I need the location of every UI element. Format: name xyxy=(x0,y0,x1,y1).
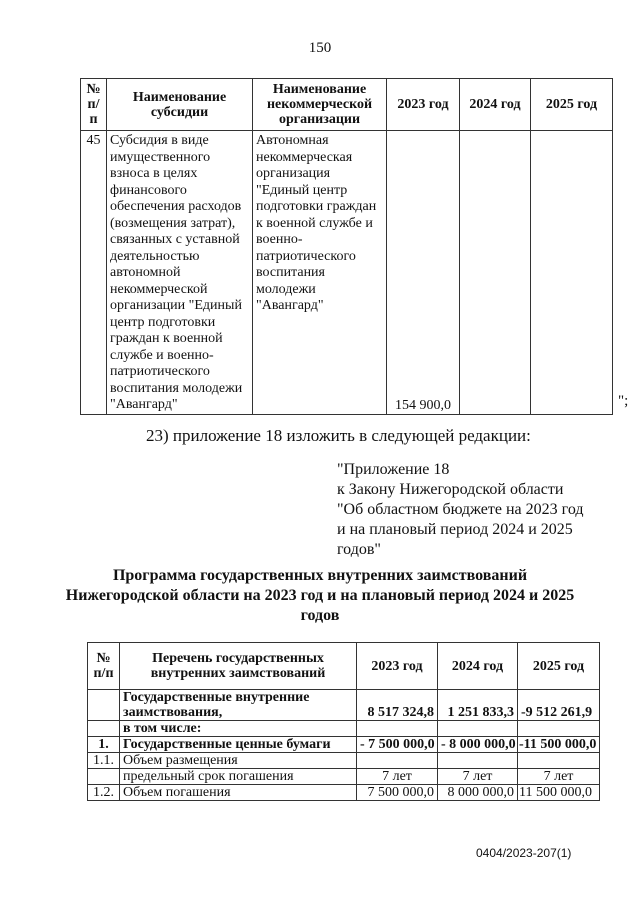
header-2025: 2025 год xyxy=(531,79,613,131)
instruction-text: 23) приложение 18 изложить в следующей редакции: xyxy=(146,426,531,445)
table-row xyxy=(88,690,600,721)
row-num xyxy=(88,769,120,785)
row-name: Объем погашения xyxy=(120,785,357,801)
row-subsidy: Субсидия в виде имущественного взноса в целях финансового обеспечения расходов (возмещения затрат), связанных с уставной деятельностью автономной некоммерческой организации "Единый центр подготовки граждан к военной службе и военно- патриотического воспитания молодежи "Авангард" xyxy=(107,131,253,415)
footer-code: 0404/2023-207(1) xyxy=(476,846,572,860)
row-name: Объем размещения xyxy=(120,753,357,769)
header-2025: 2025 год xyxy=(518,643,600,690)
table-row xyxy=(88,769,600,785)
row-name: Государственные ценные бумаги xyxy=(120,737,357,753)
borrowings-table xyxy=(87,642,600,801)
row-2023: 154 900,0 xyxy=(387,131,460,415)
header-2023: 2023 год xyxy=(387,79,460,131)
row-2024 xyxy=(460,131,531,415)
row-2024 xyxy=(438,753,518,769)
row-2023 xyxy=(357,753,438,769)
header-name: Перечень государственных внутренних заимствований xyxy=(120,643,357,690)
row-2024: 1 251 833,3 xyxy=(438,690,518,721)
row-2024: 7 лет xyxy=(438,769,518,785)
row-2024: 8 000 000,0 xyxy=(438,785,518,801)
row-2025: 7 лет xyxy=(518,769,600,785)
row-2025: -11 500 000,0 xyxy=(518,737,600,753)
header-2024: 2024 год xyxy=(438,643,518,690)
row-name: в том числе: xyxy=(120,721,357,737)
row-2025: 11 500 000,0 xyxy=(518,785,600,801)
page-number: 150 xyxy=(308,40,332,56)
table-header-row xyxy=(88,643,600,690)
subsidy-table xyxy=(80,78,613,415)
row-num xyxy=(88,721,120,737)
appendix-reference: "Приложение 18 к Закону Нижегородской области "Об областном бюджете на 2023 год и на плановый период 2024 и 2025 годов" xyxy=(337,461,584,558)
row-2025 xyxy=(531,131,613,415)
row-2025 xyxy=(518,721,600,737)
row-name: предельный срок погашения xyxy=(120,769,357,785)
table-row xyxy=(88,737,600,753)
header-num: № п/п xyxy=(88,643,120,690)
row-organization: Автономная некоммерческая организация "Единый центр подготовки граждан к военной службе и военно- патриотического воспитания молодежи "Авангард" xyxy=(253,131,387,415)
row-2023: 7 500 000,0 xyxy=(357,785,438,801)
row-num xyxy=(88,690,120,721)
header-subsidy: Наименование субсидии xyxy=(107,79,253,131)
table-header-row xyxy=(81,79,613,131)
row-2024: - 8 000 000,0 xyxy=(438,737,518,753)
header-num: № п/п xyxy=(81,79,107,131)
table-row xyxy=(88,753,600,769)
program-title: Программа государственных внутренних заимствований Нижегородской области на 2023 год и на плановый период 2024 и 2025 годов xyxy=(65,567,575,624)
row-num: 1.2. xyxy=(88,785,120,801)
table-row xyxy=(88,721,600,737)
table-row xyxy=(81,131,613,415)
row-name: Государственные внутренние заимствования, xyxy=(120,690,357,721)
row-2025 xyxy=(518,753,600,769)
table-row xyxy=(88,785,600,801)
header-organization: Наименование некоммерческой организации xyxy=(253,79,387,131)
row-2023: 7 лет xyxy=(357,769,438,785)
row-2025: -9 512 261,9 xyxy=(518,690,600,721)
row-2023: - 7 500 000,0 xyxy=(357,737,438,753)
row-num: 1. xyxy=(88,737,120,753)
row-2023 xyxy=(357,721,438,737)
row-2024 xyxy=(438,721,518,737)
row-num: 45 xyxy=(81,131,107,415)
header-2024: 2024 год xyxy=(460,79,531,131)
row-num: 1.1. xyxy=(88,753,120,769)
closing-quote: "; xyxy=(618,393,629,409)
header-2023: 2023 год xyxy=(357,643,438,690)
row-2023: 8 517 324,8 xyxy=(357,690,438,721)
